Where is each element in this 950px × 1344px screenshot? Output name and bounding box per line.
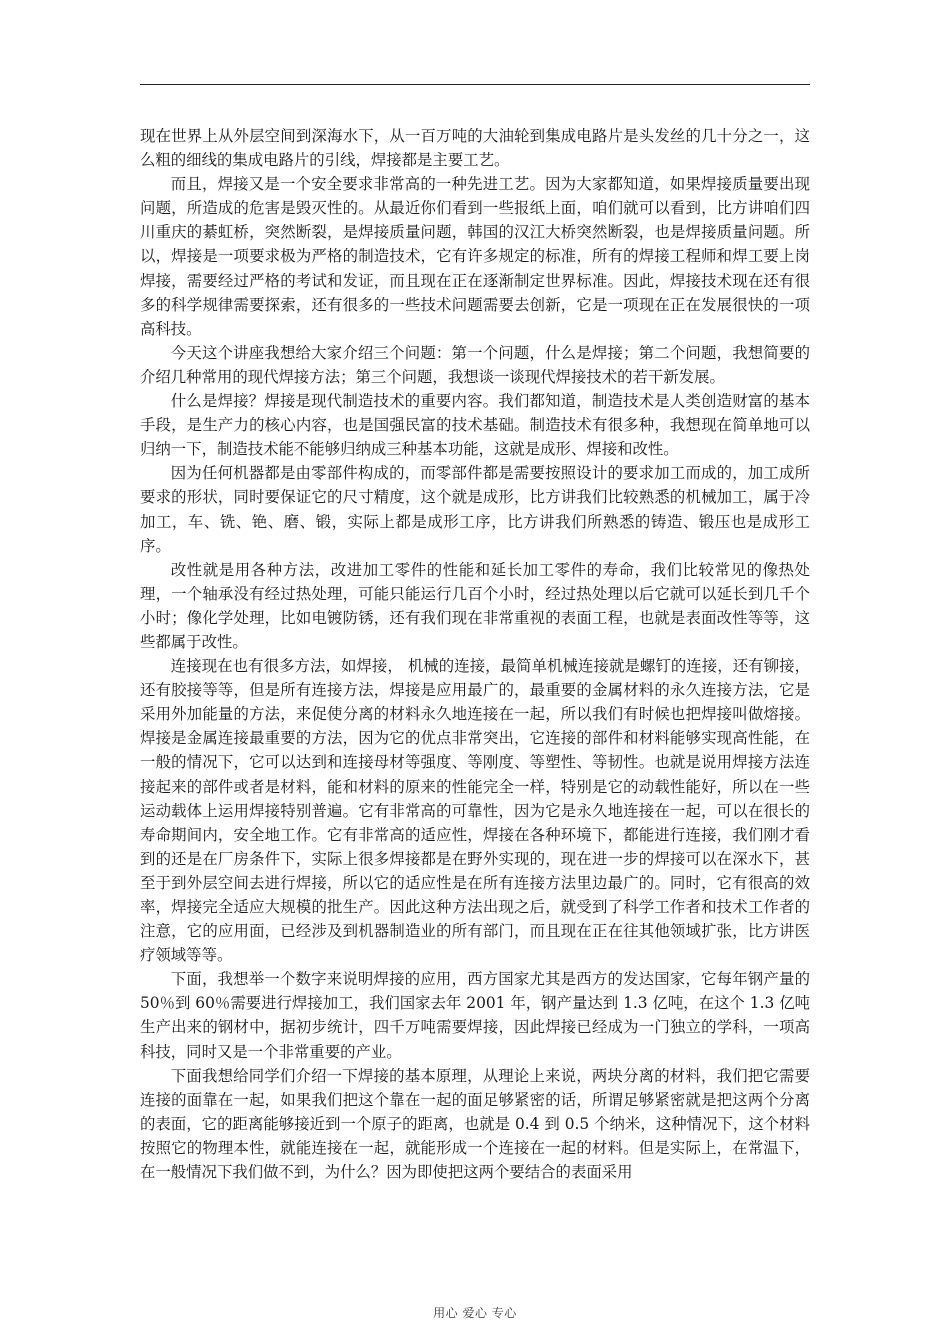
paragraph-3: 今天这个讲座我想给大家介绍三个问题：第一个问题，什么是焊接；第二个问题，我想简要的介绍几种常用的现代焊接方法；第三个问题，我想谈一谈现代焊接技术的若干新发展。 — [140, 343, 810, 386]
paragraph-4: 什么是焊接？焊接是现代制造技术的重要内容。我们都知道，制造技术是人类创造财富的基本手段，是生产力的核心内容，也是国强民富的技术基础。制造技术有很多种，我想现在简单地可以归纳一下，制造技术能不能够归纳成三种基本功能，这就是成形、焊接和改性。 — [140, 392, 810, 459]
paragraph-6: 改性就是用各种方法，改进加工零件的性能和延长加工零件的寿命，我们比较常见的像热处理，一个轴承没有经过热处理，可能只能运行几百个小时，经过热处理以后它就可以延长到几千个小时；像化学处理，比如电镀防锈，还有我们现在非常重视的表面工程，也就是表面改性等等，这些都属于改性。 — [140, 560, 810, 651]
paragraph-2: 而且，焊接又是一个安全要求非常高的一种先进工艺。因为大家都知道，如果焊接质量要出现问题，所造成的危害是毁灭性的。从最近你们看到一些报纸上面，咱们就可以看到，比方讲咱们四川重庆的綦虹桥，突然断裂，是焊接质量问题，韩国的汉江大桥突然断裂，也是焊接质量问题。所以，焊接是一项要求极为严格的制造技术，它有许多规定的标准，所有的焊接工程师和焊工要上岗焊接，需要经过严格的考试和发证，而且现在正在逐渐制定世界标准。因此，焊接技术现在还有很多的科学规律需要探索，还有很多的一些技术问题需要去创新，它是一项现在正在发展很快的一项高科技。 — [140, 175, 810, 338]
paragraph-7: 连接现在也有很多方法，如焊接， 机械的连接，最简单机械连接就是螺钉的连接，还有铆接，还有胶接等等，但是所有连接方法，焊接是应用最广的，最重要的金属材料的永久连接方法，它是采用外加能量的方法，来促使分离的材料永久地连接在一起，所以我们有时候也把焊接叫做熔接。焊接是金属连接最重要的方法，因为它的优点非常突出，它连接的部件和材料能够实现高性能，在一般的情况下，它可以达到和连接母材等强度、等刚度、等塑性、等韧性。也就是说用焊接方法连接起来的部件或者是材料，能和材料的原来的性能完全一样，特别是它的动载性能好，所以在一些运动载体上运用焊接特别普遍。它有非常高的可靠性，因为它是永久地连接在一起，可以在很长的寿命期间内，安全地工作。它有非常高的适应性，焊接在各种环境下，都能进行连接，我们刚才看到的还是在厂房条件下，实际上很多焊接都是在野外实现的，现在进一步的焊接可以在深水下，甚至于到外层空间去进行焊接，所以它的适应性是在所有连接方法里边最广的。同时，它有很高的效率，焊接完全适应大规模的批生产。因此这种方法出现之后，就受到了科学工作者和技术工作者的注意，它的应用面，已经涉及到机器制造业的所有部门，而且现在正在往其他领域扩张，比方讲医疗领域等等。 — [140, 657, 810, 965]
paragraph-5: 因为任何机器都是由零部件构成的，而零部件都是需要按照设计的要求加工而成的，加工成所要求的形状，同时要保证它的尺寸精度，这个就是成形，比方讲我们比较熟悉的机械加工，属于冷加工，车、铣、铯、磨、锻，实际上都是成形工序，比方讲我们所熟悉的铸造、锻压也是成形工序。 — [140, 464, 810, 555]
header-rule — [140, 84, 810, 85]
document-body — [140, 124, 810, 1184]
paragraph-1: 现在世界上从外层空间到深海水下，从一百万吨的大油轮到集成电路片是头发丝的几十分之一，这么粗的细线的集成电路片的引线，焊接都是主要工艺。 — [140, 127, 810, 170]
page-footer: 用心 爱心 专心 — [433, 1306, 517, 1320]
paragraph-9: 下面我想给同学们介绍一下焊接的基本原理，从理论上来说，两块分离的材料，我们把它需要连接的面靠在一起，如果我们把这个靠在一起的面足够紧密的话，所谓足够紧密就是把这两个分离的表面，它的距离能够接近到一个原子的距离，也就是 0.4 到 0.5 个纳米，这种情况下，这个材料按照它的物理本性，就能连接在一起，就能形成一个连接在一起的材料。但是实际上，在常温下，在一般情况下我们做不到，为什么？因为即使把这两个要结合的表面采用 — [140, 1066, 810, 1182]
paragraph-8: 下面，我想举一个数字来说明焊接的应用，西方国家尤其是西方的发达国家，它每年钢产量的 50％到 60％需要进行焊接加工，我们国家去年 2001 年，钢产量达到 1.3 亿吨，在这个 1.3 亿吨生产出来的钢材中，据初步统计，四千万吨需要焊接，因此焊接已经成为一门独立的学科，一项高科技，同时又是一个非常重要的产业。 — [140, 970, 810, 1061]
